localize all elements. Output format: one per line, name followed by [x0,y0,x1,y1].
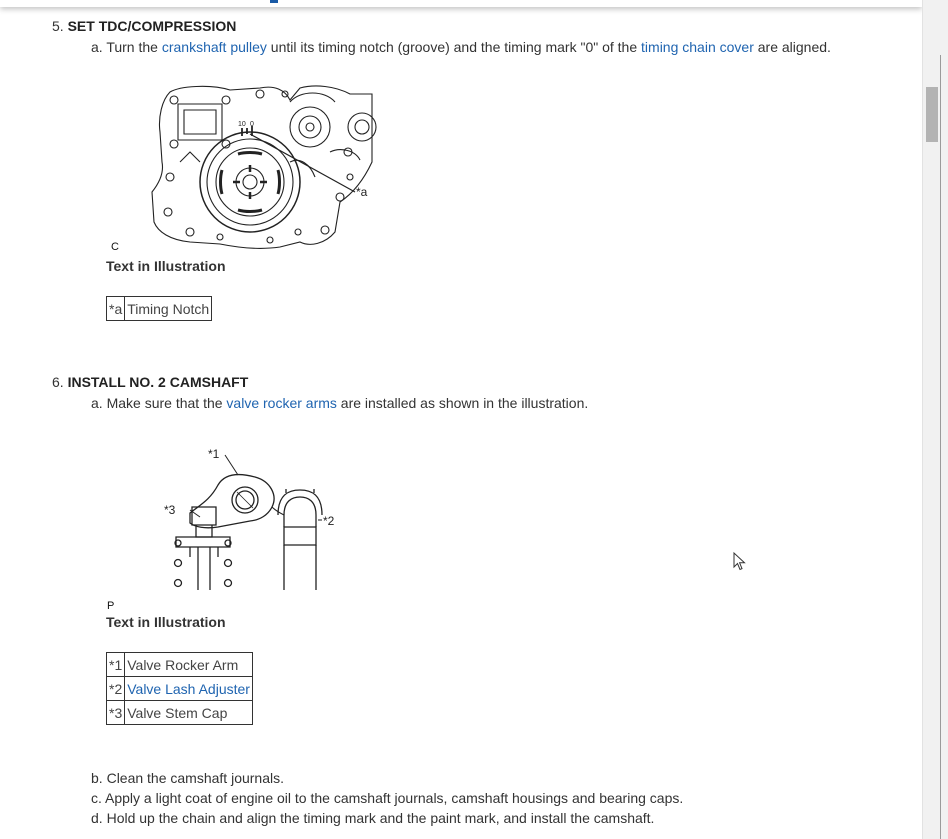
step-6-title: INSTALL NO. 2 CAMSHAFT [67,374,249,390]
step-5-title: SET TDC/COMPRESSION [67,18,237,34]
header-accent [270,0,278,3]
link-valve-lash-adjuster[interactable]: Valve Lash Adjuster [127,680,250,697]
table-row [107,677,253,701]
callout-1: *1 [208,447,220,461]
illustration-code-c: C [111,241,119,253]
step-6d-text [91,810,654,826]
step-6a-marker: a. [91,395,103,411]
step-6a-text2: are installed as shown in the illustration. [336,395,589,411]
mark-label-0: 0 [250,121,254,128]
step-5-number: 5. [52,18,64,34]
step-6-heading [52,374,248,390]
step-5-legend-table [106,296,212,321]
legend-key: *1 [107,653,125,677]
step-6d-marker: d. [91,810,103,826]
callout-3: *3 [164,503,176,517]
legend-label: Valve Stem Cap [125,701,253,725]
link-valve-rocker-arms[interactable]: valve rocker arms [226,395,337,411]
step-6a-text1: Make sure that the [106,395,227,411]
mark-label-10: 10 [238,121,246,128]
scrollbar-thumb[interactable] [926,87,938,142]
table-row [107,701,253,725]
link-crankshaft-pulley[interactable]: crankshaft pulley [161,39,267,55]
step-6b-marker: b. [91,770,103,786]
step-5a-marker: a. [91,39,103,55]
legend-label: Timing Notch [125,297,212,321]
valve-rocker-arm-illustration [160,445,345,593]
step-5a-text3: are aligned. [753,39,831,55]
link-timing-chain-cover[interactable]: timing chain cover [641,39,754,55]
table-row [107,297,212,321]
scrollbar-rail [940,55,941,839]
illustration-code-p: P [107,600,115,612]
step-5-illustration-caption: Text in Illustration [106,258,226,274]
legend-key: *2 [107,677,125,701]
top-header-bar [0,0,922,7]
step-6c-text [91,790,683,806]
step-5a-text [91,39,831,55]
step-6-illustration-caption: Text in Illustration [106,614,226,630]
step-5a-text1: Turn the [106,39,162,55]
table-row [107,653,253,677]
step-6-legend-table [106,652,253,725]
step-6c-body: Apply a light coat of engine oil to the camshaft journals, camshaft housings and bearing caps. [105,790,684,806]
step-6d-body: Hold up the chain and align the timing mark and the paint mark, and install the camshaft. [106,810,655,826]
step-5a-text2: until its timing notch (groove) and the timing mark "0" of the [266,39,642,55]
step-6a-text [91,395,588,411]
callout-2: *2 [323,514,335,528]
step-6b-body: Clean the camshaft journals. [106,770,285,786]
step-5-heading [52,18,236,34]
step-6-number: 6. [52,374,64,390]
legend-label [125,677,253,701]
legend-key: *3 [107,701,125,725]
step-6c-marker: c. [91,790,102,806]
crankshaft-pulley-illustration [150,82,375,252]
legend-label: Valve Rocker Arm [125,653,253,677]
step-6b-text [91,770,284,786]
callout-a: *a [356,185,368,199]
legend-key: *a [107,297,125,321]
mouse-cursor-icon [733,552,749,572]
